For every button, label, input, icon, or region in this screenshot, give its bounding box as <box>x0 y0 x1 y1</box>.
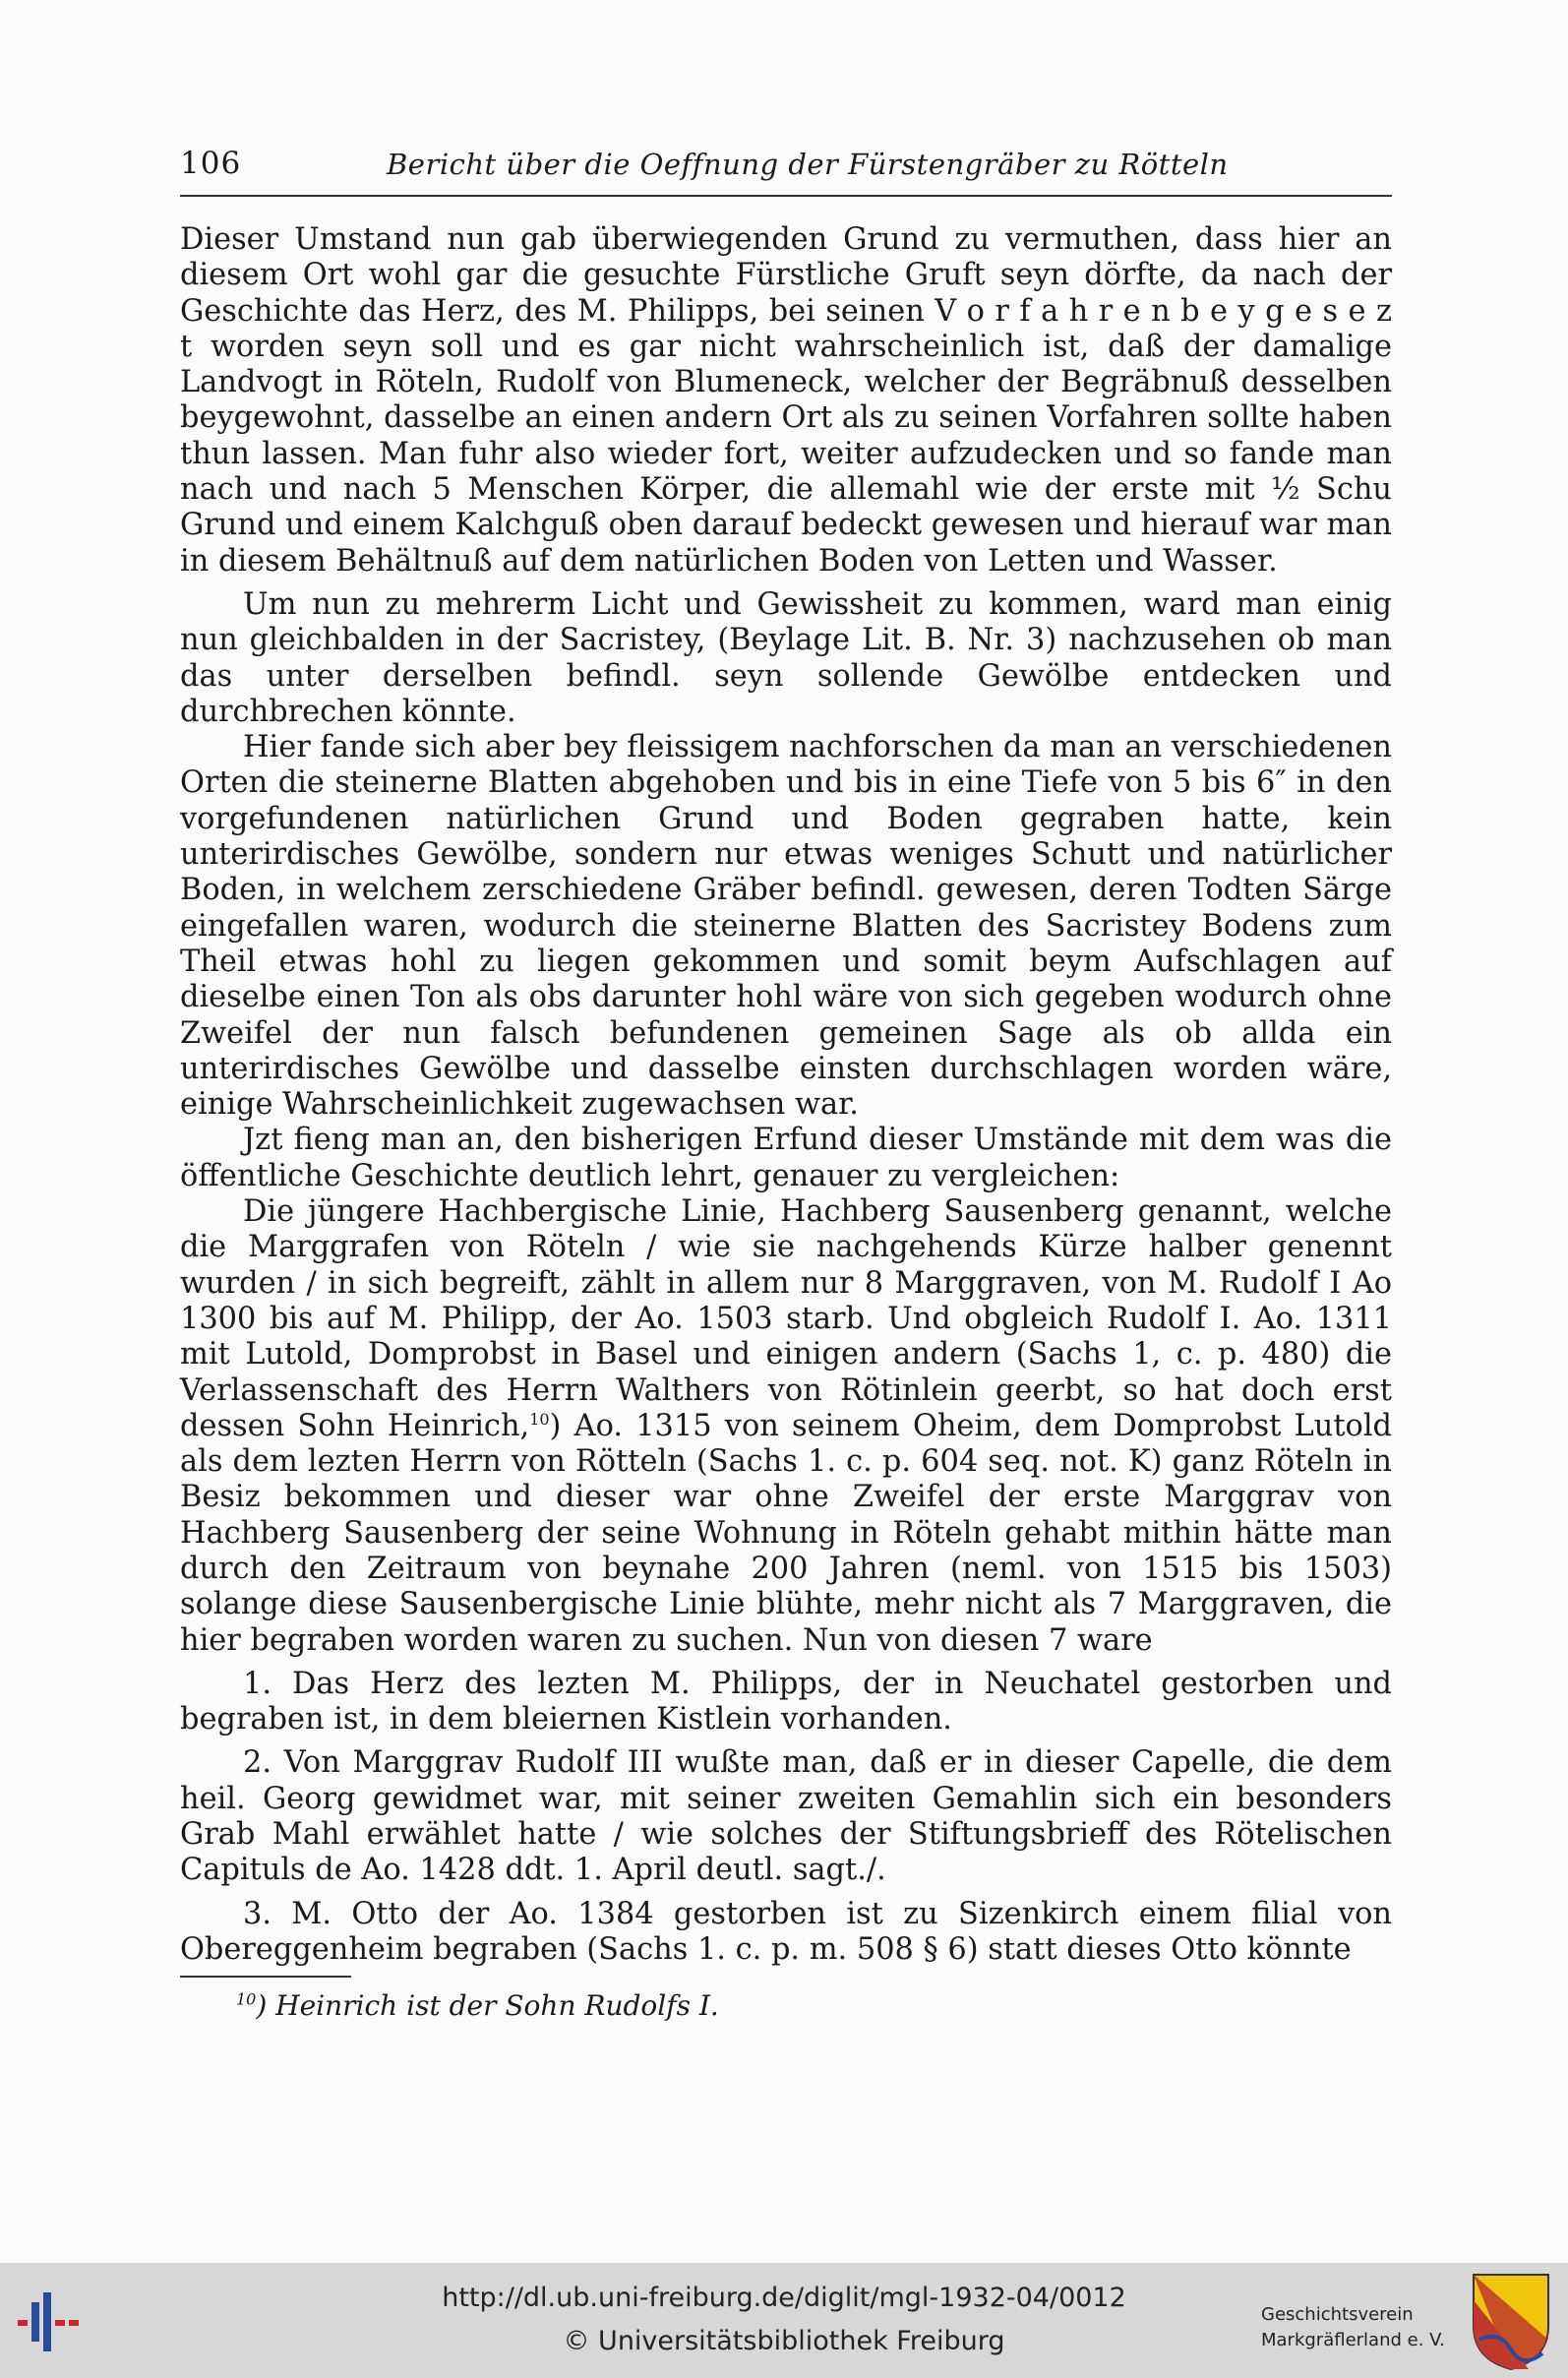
permalink-url[interactable]: http://dl.ub.uni-freiburg.de/diglit/mgl-1932-04/0012 <box>442 2283 1126 2313</box>
list-item: 2. Von Marggrav Rudolf III wußte man, daß er in dieser Capelle, die dem heil. Georg gewidmet war, mit seiner zweiten Gemahlin sich ein besonders Grab Mahl erwählet hatte / wie solches der Stiftungsbrieff des Rötelischen Capituls de Ao. 1428 ddt. 1. April deutl. sagt./. <box>180 1745 1392 1888</box>
list-item: 1. Das Herz des lezten M. Philipps, der in Neuchatel gestorben und begraben ist, in dem bleiernen Kistlein vorhanden. <box>180 1666 1392 1738</box>
paragraph-with-footnote <box>180 1194 1392 1659</box>
footnote-divider <box>180 1976 351 1978</box>
paragraph: Dieser Umstand nun gab überwiegenden Grund zu vermuthen, dass hier an diesem Ort wohl gar die gesuchte Fürstliche Gruft seyn dörfte, da nach der Geschichte das Herz, des M. Philipps, bei seinen V o r f a h r e n b e y g e s e z t worden seyn soll und es gar nicht wahrscheinlich ist, daß der damalige Landvogt in Röteln, Rudolf von Blumeneck, welcher der Begräbnuß desselben beygewohnt, dasselbe an einen andern Ort als zu seinen Vorfahren sollte haben thun lassen. Man fuhr also wieder fort, weiter aufzudecken und so fande man nach und nach 5 Menschen Körper, die allemahl wie der erste mit ½ Schu Grund und einem Kalchguß oben darauf bedeckt gewesen und hierauf war man in diesem Behältnuß auf dem natürlichen Boden von Letten und Wasser. <box>180 222 1392 579</box>
copyright-notice: © Universitätsbibliothek Freiburg <box>563 2326 1005 2356</box>
footnote-text: ) Heinrich ist der Sohn Rudolfs I. <box>256 1989 719 2022</box>
list-item: 3. M. Otto der Ao. 1384 gestorben ist zu Sizenkirch einem filial von Obereggenheim begraben (Sachs 1. c. p. m. 508 § 6) statt dieses Otto könnte <box>180 1896 1392 1967</box>
body-text <box>180 222 1392 1968</box>
footnote <box>236 1989 719 2022</box>
society-line: Geschichtsverein <box>1261 2304 1414 2325</box>
running-title: Bericht über die Oeffnung der Fürstengräber zu Rötteln <box>387 148 1229 181</box>
society-name <box>1261 2302 1458 2353</box>
paragraph-text: Die jüngere Hachbergische Linie, Hachberg Sausenberg genannt, welche die Marggrafen von Röteln / wie sie nachgehends Kürze halber genennt wurden / in sich begreift, zählt in allem nur 8 Marggraven, von M. Rudolf I Ao 1300 bis auf M. Philipp, der Ao. 1503 starb. Und obgleich Rudolf I. Ao. 1311 mit Lutold, Domprobst in Basel und einigen andern (Sachs 1, c. p. 480) die Verlassenschaft des Herrn Walthers von Rötinlein geerbt, so hat doch erst dessen Sohn Heinrich, <box>180 1194 1392 1443</box>
page-number: 106 <box>180 146 242 181</box>
footnote-marker: 10 <box>236 1989 257 2009</box>
paragraph: Um nun zu mehrerm Licht und Gewissheit zu kommen, ward man einig nun gleichbalden in der Sacristey, (Beylage Lit. B. Nr. 3) nachzusehen ob man das unter derselben befindl. seyn sollende Gewölbe entdecken und durchbrechen könnte. <box>180 586 1392 729</box>
paragraph-text: ) Ao. 1315 von seinem Oheim, dem Domprobst Lutold als dem lezten Herrn von Rötteln (Sachs 1. c. p. 604 seq. not. K) ganz Röteln in Besiz bekommen und dieser war ohne Zweifel der erste Marggrav von Hachberg Sausenberg der seine Wohnung in Röteln gehabt mithin hätte man durch den Zeitraum von beynahe 200 Jahren (neml. von 1515 bis 1503) solange diese Sausenbergische Linie blühte, mehr nicht als 7 Marggraven, die hier begraben worden waren zu suchen. Nun von diesen 7 ware <box>180 1408 1392 1658</box>
viewer-footer <box>0 2263 1568 2378</box>
paragraph: Hier fande sich aber bey fleissigem nachforschen da man an verschiedenen Orten die steinerne Blatten abgehoben und bis in eine Tiefe von 5 bis 6″ in den vorgefundenen natürlichen Grund und Boden gegraben hatte, kein unterirdisches Gewölbe, sondern nur etwas weniges Schutt und natürlicher Boden, in welchem zerschiedene Gräber befindl. gewesen, deren Todten Särge eingefallen waren, wodurch die steinerne Blatten des Sacristey Bodens zum Theil etwas hohl zu liegen gekommen und somit beym Aufschlagen auf dieselbe einen Ton als obs darunter hohl wäre von sich gegeben wodurch ohne Zweifel der nun falsch befundenen gemeinen Sage als ob allda ein unterirdisches Gewölbe und dasselbe einsten durchschlagen worden wäre, einige Wahrscheinlichkeit zugewachsen war. <box>180 730 1392 1123</box>
coat-of-arms-icon <box>1470 2271 1552 2371</box>
society-line: Markgräflerland e. V. <box>1261 2330 1445 2350</box>
footnote-reference[interactable]: 10 <box>529 1409 550 1429</box>
running-head <box>180 146 1392 197</box>
paragraph: Jzt fieng man an, den bisherigen Erfund dieser Umstände mit dem was die öffentliche Geschichte deutlich lehrt, genauer zu vergleichen: <box>180 1123 1392 1193</box>
